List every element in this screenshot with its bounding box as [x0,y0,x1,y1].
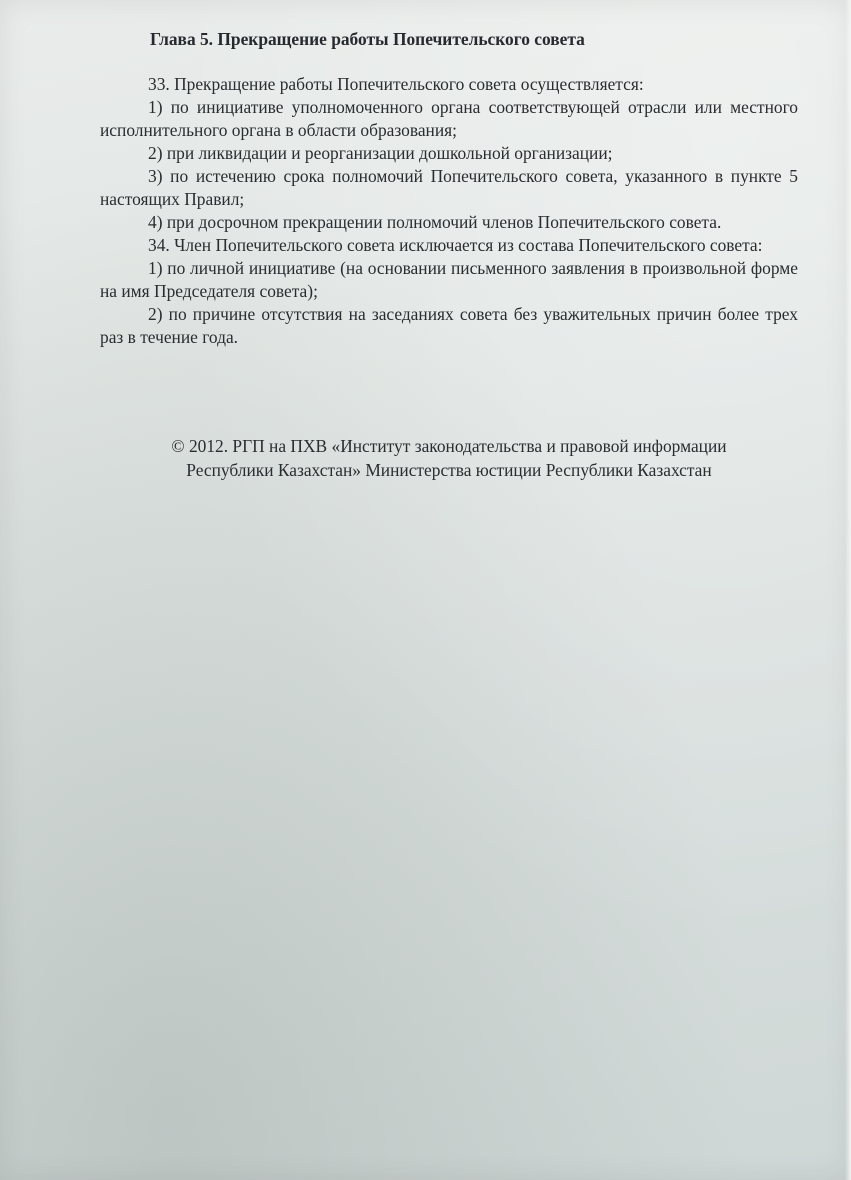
paragraph-33-item-4: 4) при досрочном прекращении полномочий членов Попечительского совета. [148,212,722,232]
paragraph-34-item-2: 2) по причине отсутствия на заседаниях совета без уважительных причин более трех раз в течение года. [100,304,798,347]
chapter-title: Глава 5. Прекращение работы Попечительского совета [150,29,585,49]
paragraph-33-item-3: 3) по истечению срока полномочий Попечительского совета, указанного в пункте 5 настоящих Правил; [100,166,798,209]
paragraph-33: 33. Прекращение работы Попечительского совета осуществляется: [148,74,644,94]
copyright-line-2: Республики Казахстан» Министерства юстиции Республики Казахстан [186,460,712,480]
paragraph-34: 34. Член Попечительского совета исключается из состава Попечительского совета: [148,235,763,255]
copyright-footer [100,434,798,482]
paragraph-33-item-2: 2) при ликвидации и реорганизации дошкольной организации; [148,143,613,163]
page-edge [845,0,851,1180]
paragraph-33-item-1: 1) по инициативе уполномоченного органа соответствующей отрасли или местного исполнительного органа в области образования; [100,97,798,140]
paragraph-34-item-1: 1) по личной инициативе (на основании письменного заявления в произвольной форме на имя Председателя совета); [100,258,798,301]
copyright-line-1: © 2012. РГП на ПХВ «Институт законодательства и правовой информации [171,436,727,456]
document-body [100,28,798,349]
